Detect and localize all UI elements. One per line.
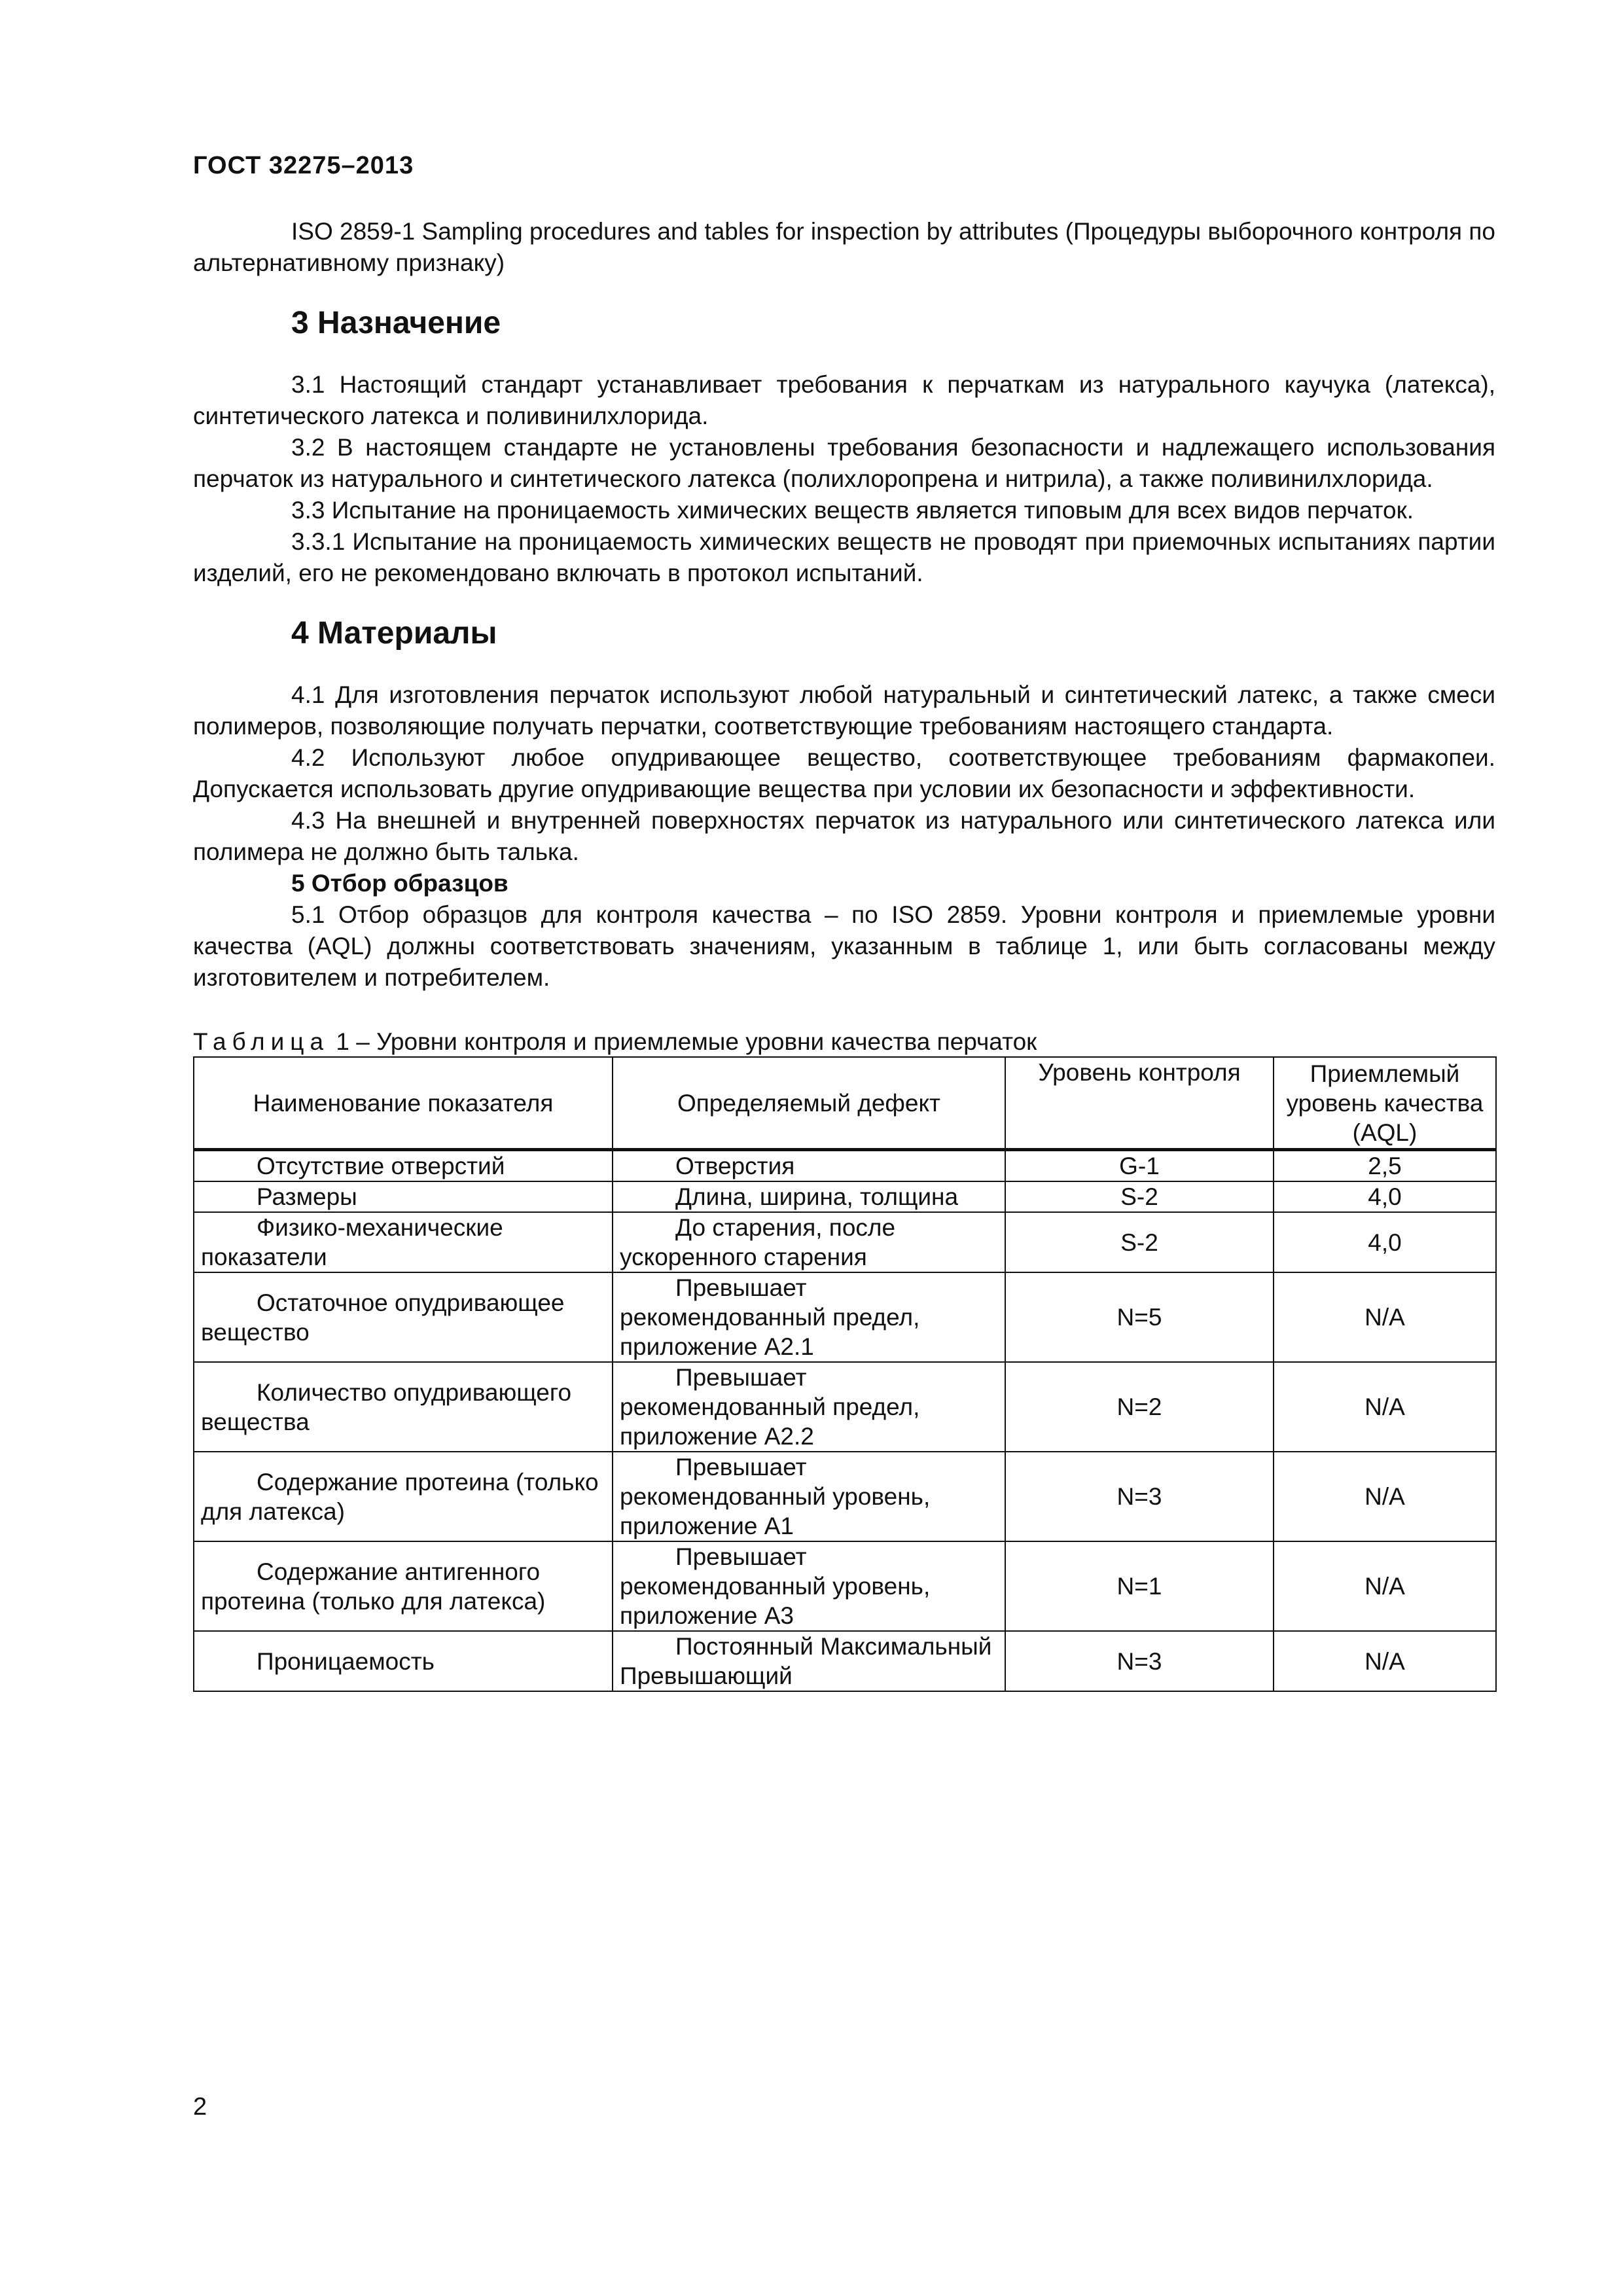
cell-indicator-name: Физико-механические показатели: [194, 1212, 613, 1272]
table-caption-text: 1 – Уровни контроля и приемлемые уровни качества перчаток: [329, 1028, 1037, 1055]
cell-aql: 4,0: [1274, 1181, 1496, 1212]
cell-indicator-name: Количество опудривающего вещества: [194, 1362, 613, 1452]
cell-defect: Превышает рекомендованный предел, приложение А2.1: [613, 1272, 1005, 1362]
clause-4-1: 4.1 Для изготовления перчаток используют любой натуральный и синтетический латекс, а также смеси полимеров, позволяющие получать перчатки, соответствующие требованиям настоящего стандарта.: [193, 681, 1495, 740]
cell-indicator-name: Содержание протеина (только для латекса): [194, 1452, 613, 1541]
header-aql: Приемлемый уровень качества (AQL): [1274, 1057, 1496, 1150]
table-caption: [193, 1028, 1495, 1056]
section-3-title: 3 Назначение: [291, 306, 501, 340]
cell-defect: Превышает рекомендованный предел, приложение А2.2: [613, 1362, 1005, 1452]
cell-control-level: S-2: [1005, 1181, 1274, 1212]
table-row: [194, 1452, 1496, 1541]
cell-indicator-name: Отсутствие отверстий: [194, 1150, 613, 1182]
cell-defect: Постоянный Максимальный Превышающий: [613, 1631, 1005, 1691]
clause-4-2: 4.2 Используют любое опудривающее вещество, соответствующее требованиям фармакопеи. Допускается использовать другие опудривающие вещества при условии их безопасности и эффективности.: [193, 744, 1495, 802]
cell-control-level: G-1: [1005, 1150, 1274, 1182]
cell-control-level: N=3: [1005, 1452, 1274, 1541]
cell-aql: N/A: [1274, 1631, 1496, 1691]
cell-aql: N/A: [1274, 1452, 1496, 1541]
cell-aql: N/A: [1274, 1541, 1496, 1631]
document-body: [193, 216, 1495, 1692]
table-header-row: [194, 1057, 1496, 1150]
cell-aql: 4,0: [1274, 1212, 1496, 1272]
header-indicator-name: Наименование показателя: [194, 1057, 613, 1150]
table-row: [194, 1541, 1496, 1631]
cell-defect: Превышает рекомендованный уровень, приложение А1: [613, 1452, 1005, 1541]
cell-control-level: N=3: [1005, 1631, 1274, 1691]
cell-defect: Превышает рекомендованный уровень, приложение А3: [613, 1541, 1005, 1631]
clause-4-3: 4.3 На внешней и внутренней поверхностях перчаток из натурального или синтетического латекса или полимера не должно быть талька.: [193, 807, 1495, 865]
clause-3-3-1: 3.3.1 Испытание на проницаемость химических веществ не проводят при приемочных испытаниях партии изделий, его не рекомендовано включать в протокол испытаний.: [193, 528, 1495, 586]
cell-aql: 2,5: [1274, 1150, 1496, 1182]
table-row: [194, 1212, 1496, 1272]
cell-indicator-name: Остаточное опудривающее вещество: [194, 1272, 613, 1362]
cell-indicator-name: Проницаемость: [194, 1631, 613, 1691]
clause-3-2: 3.2 В настоящем стандарте не установлены требования безопасности и надлежащего использования перчаток из натурального и синтетического латекса (полихлоропрена и нитрила), а также поливинилхлорида.: [193, 434, 1495, 492]
section-5-title: 5 Отбор образцов: [291, 870, 508, 897]
cell-control-level: N=1: [1005, 1541, 1274, 1631]
page-number: 2: [193, 2093, 207, 2121]
cell-control-level: S-2: [1005, 1212, 1274, 1272]
header-defect: Определяемый дефект: [613, 1057, 1005, 1150]
cell-defect: Отверстия: [613, 1150, 1005, 1182]
table-caption-label: Таблица: [193, 1028, 330, 1055]
cell-control-level: N=2: [1005, 1362, 1274, 1452]
cell-control-level: N=5: [1005, 1272, 1274, 1362]
table-row: [194, 1181, 1496, 1212]
section-4-title: 4 Материалы: [291, 616, 497, 651]
cell-defect: Длина, ширина, толщина: [613, 1181, 1005, 1212]
cell-aql: N/A: [1274, 1362, 1496, 1452]
cell-aql: N/A: [1274, 1272, 1496, 1362]
quality-levels-table: [193, 1056, 1497, 1692]
cell-defect: До старения, после ускоренного старения: [613, 1212, 1005, 1272]
cell-indicator-name: Размеры: [194, 1181, 613, 1212]
table-row: [194, 1272, 1496, 1362]
intro-reference: ISO 2859-1 Sampling procedures and tables for inspection by attributes (Процедуры выборочного контроля по альтернативному признаку): [193, 218, 1495, 276]
table-row: [194, 1631, 1496, 1691]
table-row: [194, 1150, 1496, 1182]
clause-3-1: 3.1 Настоящий стандарт устанавливает требования к перчаткам из натурального каучука (латекса), синтетического латекса и поливинилхлорида.: [193, 371, 1495, 429]
clause-3-3: 3.3 Испытание на проницаемость химических веществ является типовым для всех видов перчаток.: [291, 497, 1414, 524]
cell-indicator-name: Содержание антигенного протеина (только для латекса): [194, 1541, 613, 1631]
clause-5-1: 5.1 Отбор образцов для контроля качества – по ISO 2859. Уровни контроля и приемлемые уровни качества (AQL) должны соответствовать значениям, указанным в таблице 1, или быть согласованы между изготовителем и потребителем.: [193, 901, 1495, 991]
table-row: [194, 1362, 1496, 1452]
header-control-level: Уровень контроля: [1005, 1057, 1274, 1150]
standard-designation: ГОСТ 32275–2013: [193, 152, 414, 179]
